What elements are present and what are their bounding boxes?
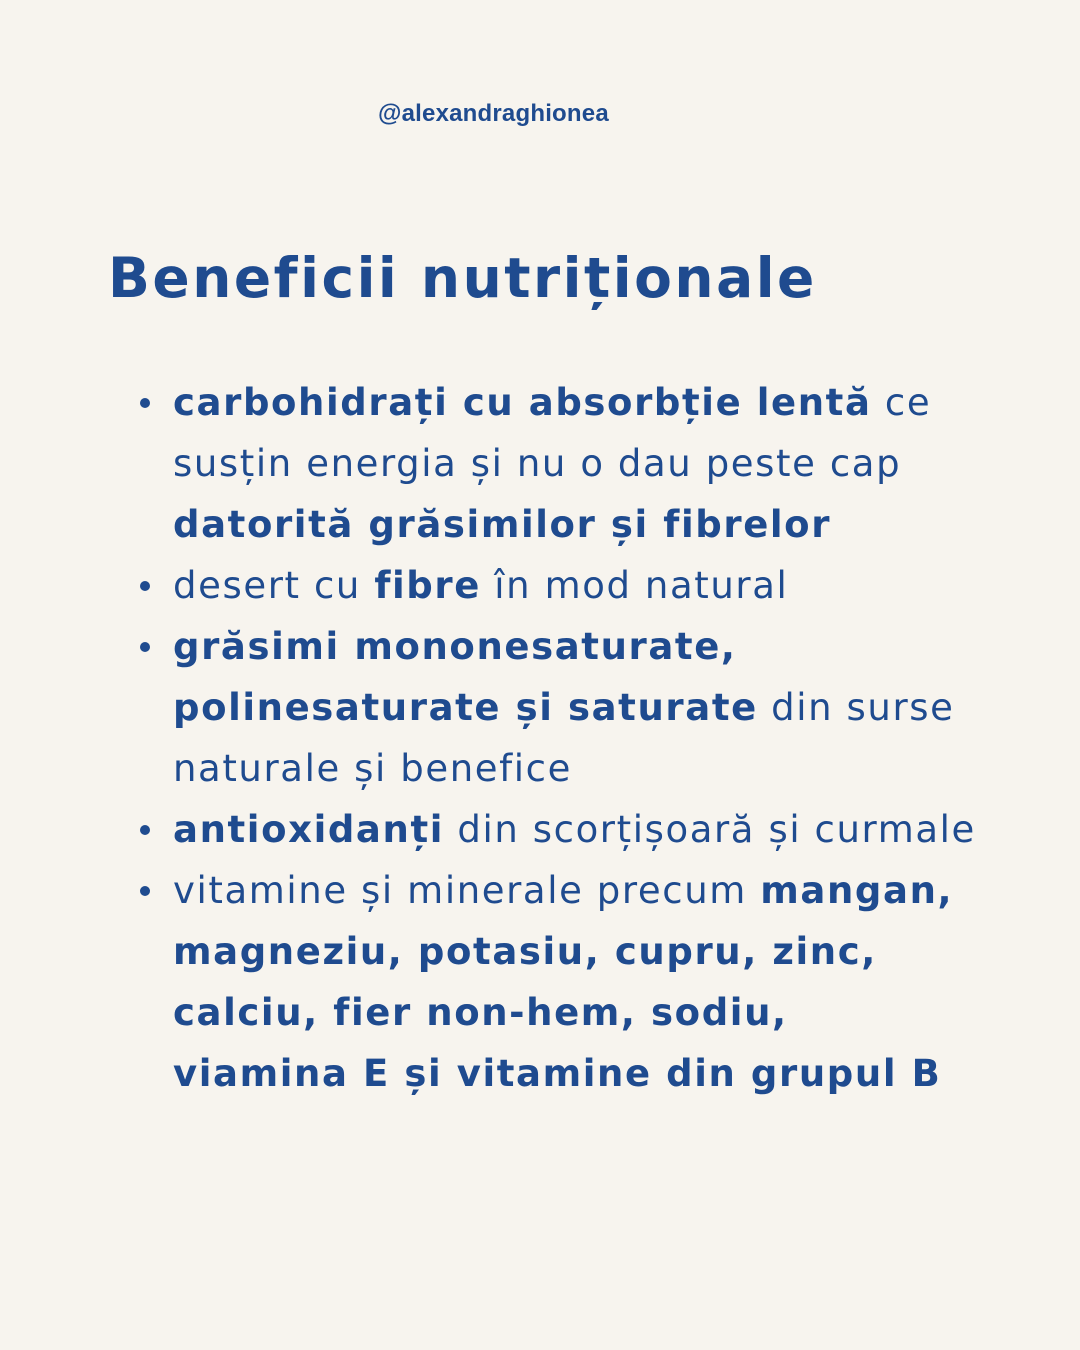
benefit-item: [136, 616, 976, 799]
benefit-text-bold: carbohidrați cu absorbție lentă: [173, 381, 872, 424]
benefits-list: [136, 372, 976, 1104]
benefit-item: [136, 799, 976, 860]
benefit-item: [136, 372, 976, 555]
benefit-text: din surse naturale și benefice: [173, 686, 955, 790]
bullet-icon: [140, 886, 150, 896]
handle: @alexandraghionea: [378, 100, 609, 127]
bullet-icon: [140, 581, 150, 591]
benefit-item: [136, 555, 976, 616]
benefit-text: din scorțișoară și curmale: [444, 808, 976, 851]
benefit-text-bold: datorită grăsimilor și fibrelor: [173, 503, 832, 546]
benefit-text: ce susțin energia și nu o dau peste cap: [173, 381, 932, 485]
benefit-text: desert cu: [173, 564, 375, 607]
benefit-item: [136, 860, 976, 1104]
benefit-text-bold: grăsimi mononesaturate, polinesaturate și saturate: [173, 625, 758, 729]
benefit-text-bold: mangan, magneziu, potasiu, cupru, zinc, calciu, fier non-hem, sodiu, viamina E și vitamine din grupul B: [173, 869, 954, 1095]
benefit-text: vitamine și minerale precum: [173, 869, 761, 912]
benefit-text-bold: fibre: [374, 564, 481, 607]
bullet-icon: [140, 642, 150, 652]
benefit-text-bold: antioxidanți: [173, 808, 445, 851]
bullet-icon: [140, 398, 150, 408]
page-title: Beneficii nutriționale: [108, 246, 817, 310]
benefit-text: în mod natural: [480, 564, 789, 607]
bullet-icon: [140, 825, 150, 835]
